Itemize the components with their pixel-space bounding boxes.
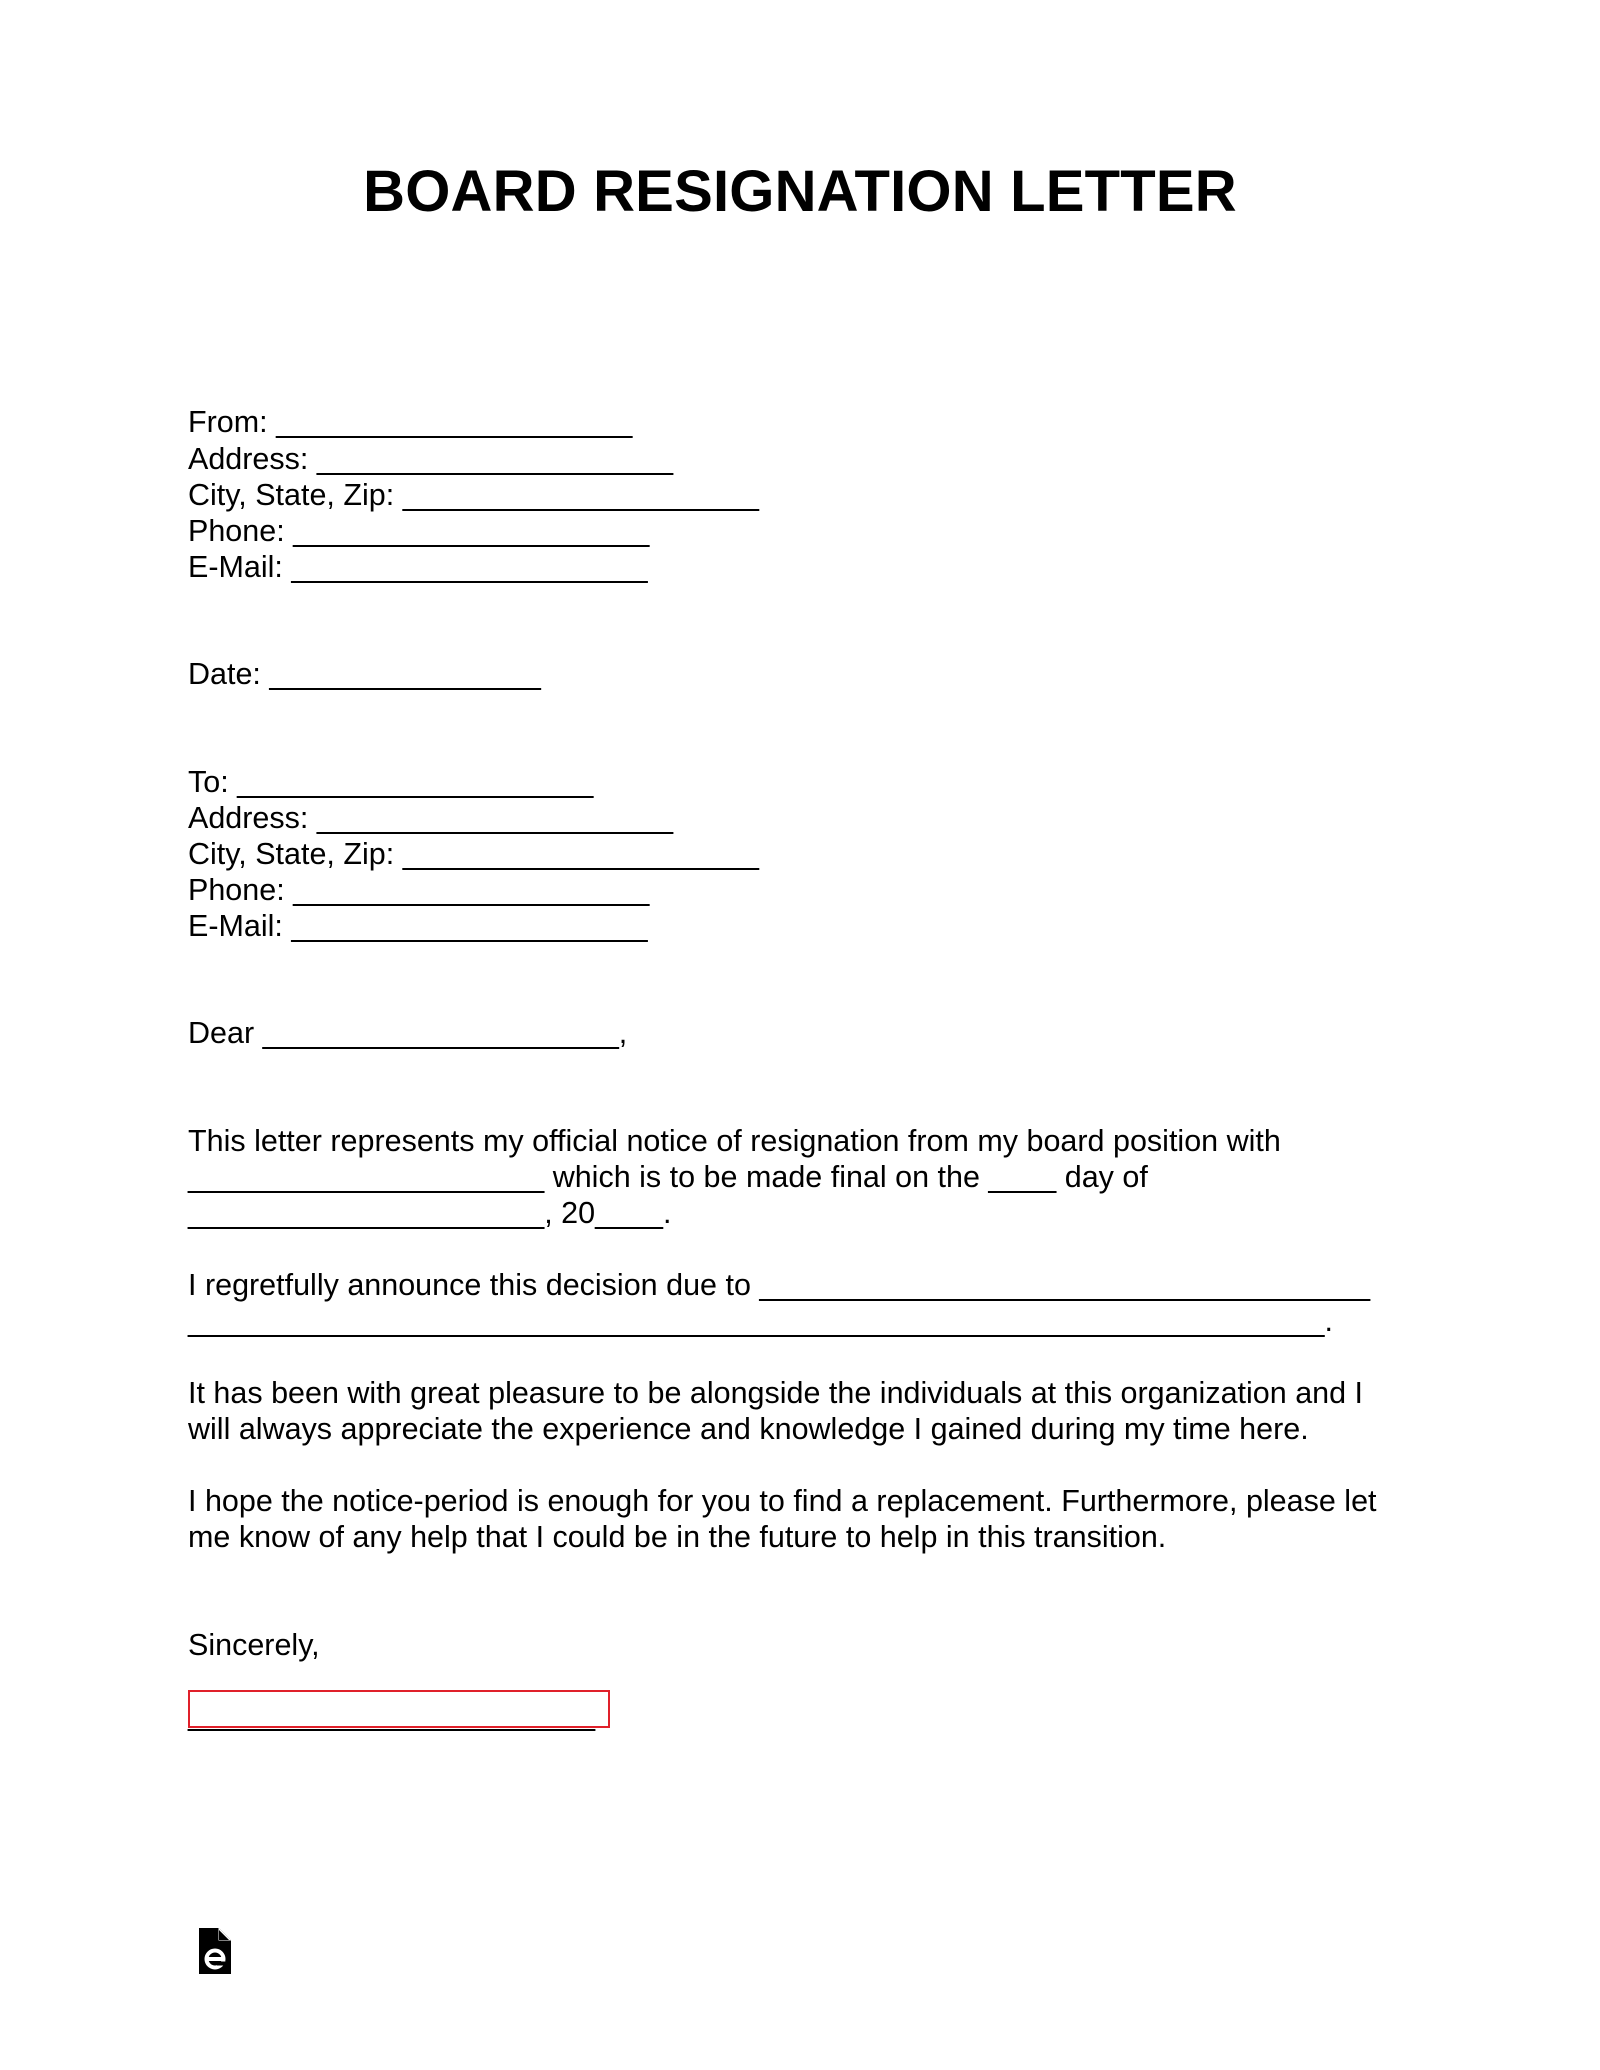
sender-from-field[interactable]: From: _____________________ xyxy=(188,405,633,439)
paragraph-4-line-2: me know of any help that I could be in the future to help in this transition. xyxy=(188,1520,1167,1554)
paragraph-1-line-1: This letter represents my official notice of resignation from my board position with xyxy=(188,1124,1281,1158)
sender-address-field[interactable]: Address: _____________________ xyxy=(188,442,674,476)
recipient-email-field[interactable]: E-Mail: _____________________ xyxy=(188,909,648,943)
paragraph-1-line-2[interactable]: _____________________ which is to be made final on the ____ day of xyxy=(188,1160,1148,1194)
document-title: BOARD RESIGNATION LETTER xyxy=(363,159,1237,224)
recipient-phone-field[interactable]: Phone: _____________________ xyxy=(188,873,650,907)
paragraph-3-line-2: will always appreciate the experience and knowledge I gained during my time here. xyxy=(188,1412,1309,1446)
paragraph-2-line-1[interactable]: I regretfully announce this decision due to ____________________________________ xyxy=(188,1268,1371,1302)
sender-email-field[interactable]: E-Mail: _____________________ xyxy=(188,550,648,584)
recipient-city-state-zip-field[interactable]: City, State, Zip: _____________________ xyxy=(188,837,759,871)
date-field[interactable]: Date: ________________ xyxy=(188,657,541,691)
salutation-line[interactable]: Dear _____________________, xyxy=(188,1016,628,1050)
paragraph-1-line-3[interactable]: _____________________, 20____. xyxy=(188,1196,672,1230)
sender-phone-field[interactable]: Phone: _____________________ xyxy=(188,514,650,548)
signature-line: ________________________ xyxy=(188,1698,596,1732)
recipient-to-field[interactable]: To: _____________________ xyxy=(188,765,594,799)
paragraph-3-line-1: It has been with great pleasure to be alongside the individuals at this organization and I xyxy=(188,1376,1364,1410)
recipient-address-field[interactable]: Address: _____________________ xyxy=(188,801,674,835)
paragraph-4-line-1: I hope the notice-period is enough for you to find a replacement. Furthermore, please let xyxy=(188,1484,1377,1518)
sender-city-state-zip-field[interactable]: City, State, Zip: _____________________ xyxy=(188,478,759,512)
paragraph-2-line-2[interactable]: ___________________________________________________________________. xyxy=(188,1304,1333,1338)
document-e-logo-icon xyxy=(197,1926,233,1976)
signature-input-field[interactable] xyxy=(188,1690,610,1728)
closing-text: Sincerely, xyxy=(188,1628,320,1662)
